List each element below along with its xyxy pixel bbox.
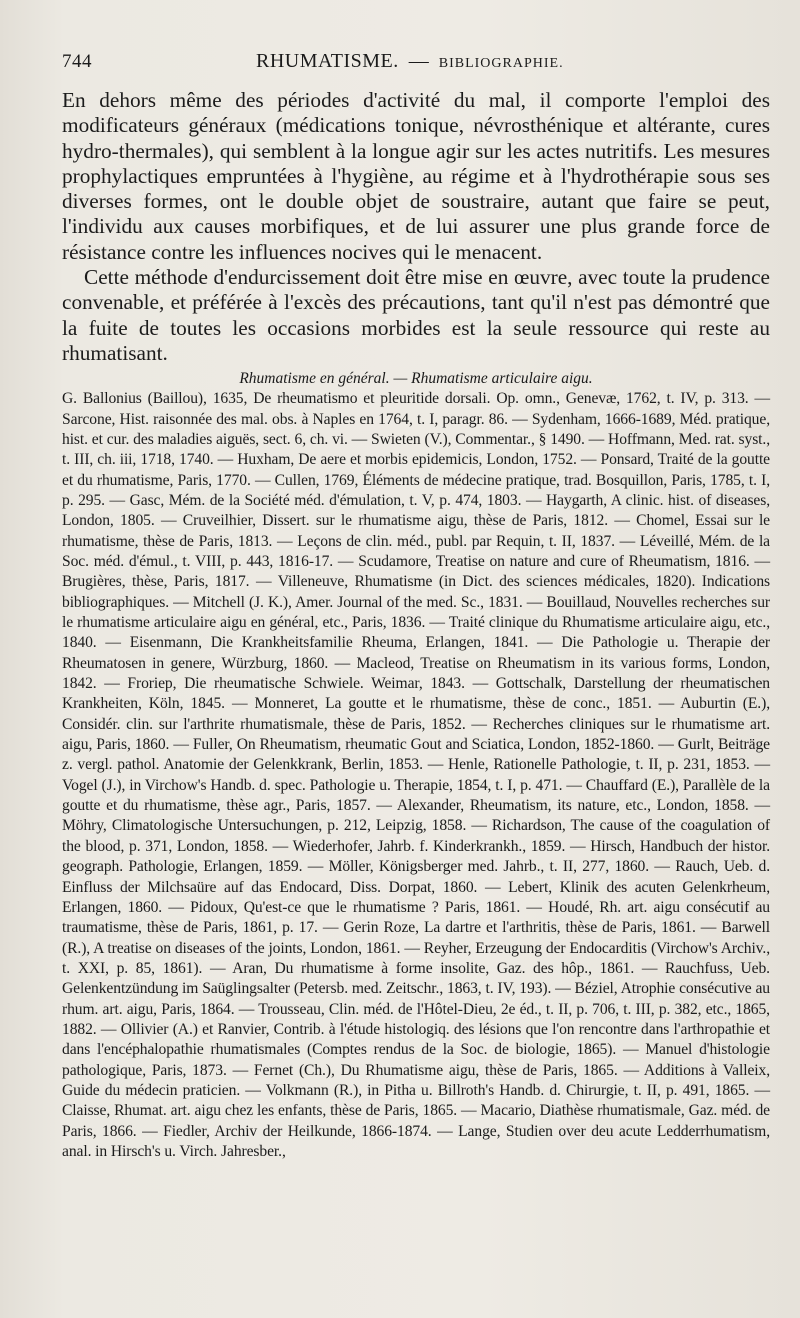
- chapter-title: RHUMATISME.: [256, 50, 399, 72]
- paragraph-2: Cette méthode d'endurcissement doit être mise en œuvre, avec toute la prudence convenable, et préférée à l'excès des précautions, tant qu'il n'est pas démontré que la fuite de toutes les occasions morbides est la seule ressource qui reste au rhumatisant.: [62, 265, 770, 365]
- bibliography-heading: Rhumatisme en général. — Rhumatisme articulaire aigu.: [239, 370, 593, 388]
- body-text: [62, 88, 770, 366]
- bibliography-text: G. Ballonius (Baillou), 1635, De rheumatismo et pleuritide dorsali. Op. omn., Genevæ, 1762, t. IV, p. 313. — Sarcone, Hist. raisonnée des mal. obs. à Naples en 1764, t. I, paragr. 86. — Sydenham, 1666-1689, Méd. pratique, hist. et cur. des maladies aiguës, sect. 6, ch. vi. — Swieten (V.), Commentar., § 1490. — Hoffmann, Med. rat. syst., t. III, ch. iii, 1718, 1740. — Huxham, De aere et morbis epidemicis, London, 1752. — Ponsard, Traité de la goutte et du rhumatisme, Paris, 1770. — Cullen, 1769, Éléments de médecine pratique, trad. Bosquillon, Paris, 1785, t. I, p. 295. — Gasc, Mém. de la Société méd. d'émulation, t. V, p. 474, 1803. — Haygarth, A clinic. hist. of diseases, London, 1805. — Cruveilhier, Dissert. sur le rhumatisme aigu, thèse de Paris, 1812. — Chomel, Essai sur le rhumatisme, thèse de Paris, 1813. — Leçons de clin. méd., publ. par Requin, t. II, 1837. — Léveillé, Mém. de la Soc. méd. d'émul., t. VIII, p. 443, 1816-17. — Scudamore, Treatise on nature and cure of Rheumatism, 1816. — Brugières, thèse, Paris, 1817. — Villeneuve, Rhumatisme (in Dict. des sciences médicales, 1820). Indications bibliographiques. — Mitchell (J. K.), Amer. Journal of the med. Sc., 1831. — Bouillaud, Nouvelles recherches sur le rhumatisme articulaire aigu en général, etc., Paris, 1836. — Traité clinique du Rhumatisme articulaire aigu, etc., 1840. — Eisenmann, Die Krankheitsfamilie Rheuma, Erlangen, 1841. — Die Pathologie u. Therapie der Rheumatosen in genere, Würzburg, 1860. — Macleod, Treatise on Rheumatism in its various forms, London, 1842. — Froriep, Die rheumatische Schwiele. Weimar, 1843. — Gottschalk, Darstellung der rheumatischen Krankheiten, Köln, 1845. — Monneret, La goutte et le rhumatisme, thèse de conc., 1851. — Auburtin (E.), Considér. clin. sur l'arthrite rhumatismale, thèse de Paris, 1852. — Recherches cliniques sur le rhumatisme art. aigu, Paris, 1860. — Fuller, On Rheumatism, rheumatic Gout and Sciatica, London, 1852-1860. — Gurlt, Beiträge z. vergl. pathol. Anatomie der Gelenkkrank, Berlin, 1853. — Henle, Rationelle Pathologie, t. II, p. 231, 1853. — Vogel (J.), in Virchow's Handb. d. spec. Pathologie u. Therapie, 1854, t. I, p. 471. — Chauffard (E.), Parallèle de la goutte et du rhumatisme, thèse agr., Paris, 1857. — Alexander, Rheumatism, its nature, etc., London, 1858. — Möhry, Climatologische Untersuchungen, p. 212, Leipzig, 1858. — Richardson, The cause of the coagulation of the blood, p. 371, London, 1858. — Wiederhofer, Jahrb. f. Kinderkrankh., 1859. — Hirsch, Handbuch der histor. geograph. Pathologie, Erlangen, 1859. — Möller, Königsberger med. Jahrb., t. II, 277, 1860. — Rauch, Ueb. d. Einfluss der Milchsaüre auf das Endocard, Diss. Dorpat, 1860. — Lebert, Klinik des acuten Gelenkrheum, Erlangen, 1860. — Pidoux, Qu'est-ce que le rhumatisme ? Paris, 1861. — Houdé, Rh. art. aigu consécutif au traumatisme, thèse de Paris, 1861, p. 17. — Gerin Roze, La dartre et l'arthritis, thèse de Paris, 1861. — Barwell (R.), A treatise on diseases of the joints, London, 1861. — Reyher, Erzeugung der Endocarditis (Virchow's Archiv., t. XXI, p. 85, 1861). — Aran, Du rhumatisme à forme insolite, Gaz. des hôp., 1861. — Rauchfuss, Ueb. Gelenkentzündung im Saüglingsalter (Petersb. med. Zeitschr., 1863, t. IV, 193). — Béziel, Atrophie consécutive au rhum. art. aigu, Paris, 1864. — Trousseau, Clin. méd. de l'Hôtel-Dieu, 2e éd., t. II, p. 706, t. III, p. 382, etc., 1865, 1882. — Ollivier (A.) et Ranvier, Contrib. à l'étude histologiq. des lésions que l'on rencontre dans l'arthropathie et dans l'encéphalopathie rhumatismales (Comptes rendus de la Soc. de biologie, 1865). — Manuel d'histologie pathologique, Paris, 1873. — Fernet (Ch.), Du Rhumatisme aigu, thèse de Paris, 1865. — Additions à Valleix, Guide du médecin praticien. — Volkmann (R.), in Pitha u. Billroth's Handb. d. Chirurgie, t. II, p. 491, 1865. — Claisse, Rhumat. art. aigu chez les enfants, thèse de Paris, 1865. — Macario, Diathèse rhumatismale, Gaz. méd. de Paris, 1866. — Fiedler, Archiv der Heilkunde, 1866-1874. — Lange, Studien over deu acute Ledderrhumatism, anal. in Hirsch's u. Virch. Jahresber.,: [62, 390, 770, 1160]
- running-head: [62, 50, 770, 88]
- bibliography-list: [62, 389, 770, 1162]
- paragraph-1: En dehors même des périodes d'activité du mal, il comporte l'emploi des modificateurs généraux (médications tonique, névrosthénique et altérante, cures hydro-thermales), qui semblent à la longue agir sur les actes nutritifs. Les mesures prophylactiques empruntées à l'hygiène, au régime et à l'hydrothérapie sous ses diverses formes, ont le double objet de soustraire, autant que faire se peut, l'individu aux causes morbifiques, et de lui assurer une plus grande force de résistance contre les influences nocives qui le menacent.: [62, 88, 770, 264]
- page-number: 744: [62, 51, 92, 72]
- chapter-subtitle: BIBLIOGRAPHIE.: [438, 56, 564, 71]
- title-separator: —: [408, 50, 429, 72]
